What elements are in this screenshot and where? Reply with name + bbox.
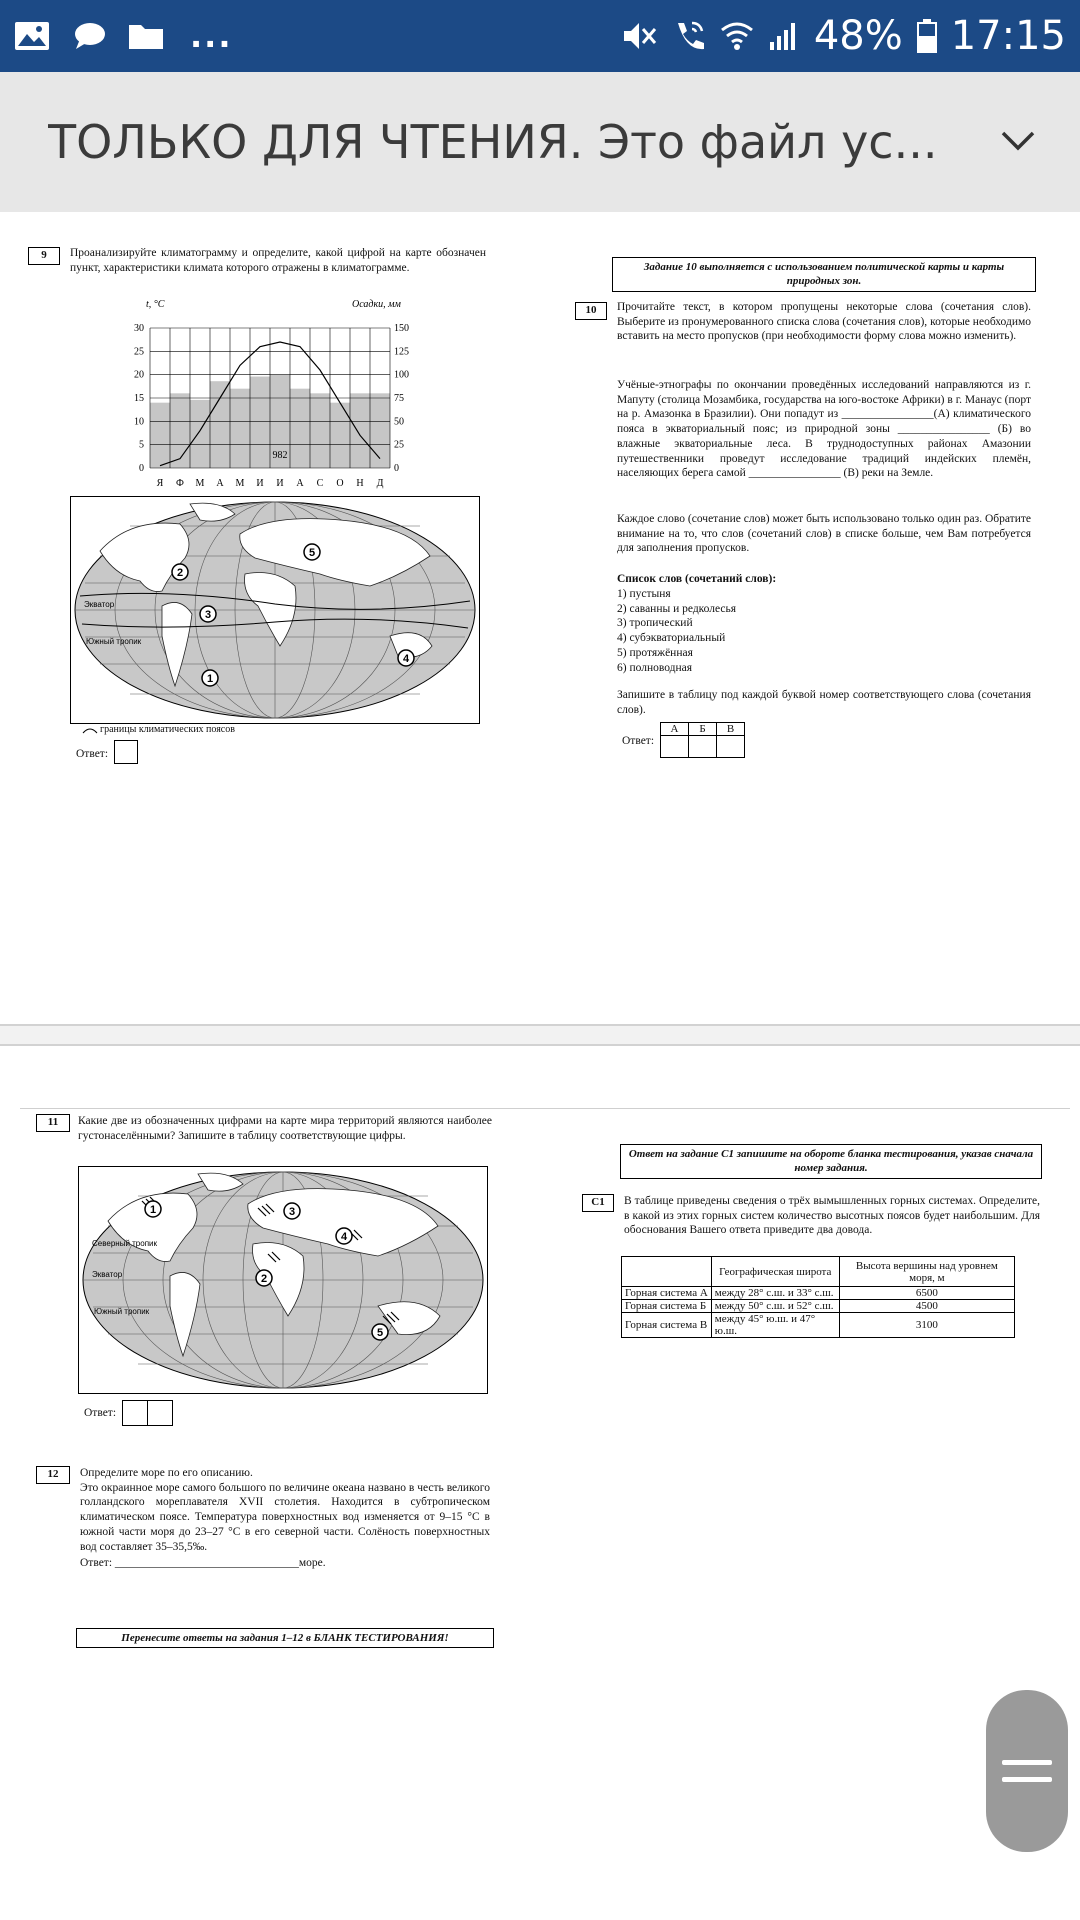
right-tick-label: 50 (394, 416, 404, 428)
signal-icon (768, 20, 800, 52)
precip-bar (370, 393, 390, 468)
q11-answer-cell-2[interactable] (147, 1400, 173, 1426)
battery-icon (917, 19, 937, 53)
transfer-note: Перенесите ответы на задания 1–12 в БЛАНК ТЕСТИРОВАНИЯ! (76, 1628, 494, 1648)
left-tick-label: 5 (139, 439, 144, 451)
question-12-text: Определите море по его описанию. Это окраинное море самого большого по величине океана названо в честь великого голландского мореплавателя XVII столетия. Находится в субтропическом климатическом поясе. Температура поверхностных вод изменяется от 9–15 °С в южной части моря до 23–27 °С в его северной части. Солёность поверхностных вод составляет 35–35,5‰. (80, 1467, 490, 1553)
table-cell: Горная система Б (622, 1300, 712, 1313)
question-number-11: 11 (36, 1114, 70, 1132)
table-row (622, 1287, 1015, 1300)
svg-text:3: 3 (288, 1206, 296, 1218)
map2-marker-2 (256, 1270, 272, 1286)
fast-scroll-handle[interactable] (986, 1690, 1068, 1852)
c1-frame-note: Ответ на задание С1 запишите на обороте бланка тестирования, указав сначала номер задания. (620, 1144, 1042, 1179)
svg-text:5: 5 (376, 1327, 384, 1339)
chevron-down-icon[interactable] (1000, 130, 1036, 152)
world-map-climate (70, 496, 480, 724)
q10-col-b: Б (689, 723, 717, 736)
table-instruction: Запишите в таблицу под каждой буквой номер соответствующего слова (сочетания слов). (617, 689, 1031, 716)
question-9-text: Проанализируйте климатограмму и определите, какой цифрой на карте обозначен пункт, характеристики климата которого отражены в климатограмме. (70, 247, 486, 274)
map2-marker-3 (284, 1203, 300, 1219)
wifi-call-icon (672, 19, 706, 53)
mute-icon (622, 19, 658, 53)
document-page-2 (0, 1046, 1080, 1920)
climate-border-legend-icon (82, 726, 98, 734)
climatogram-precip-label: Осадки, мм (352, 299, 401, 310)
right-tick-label: 0 (394, 463, 399, 474)
word-list-item: 2) саванны и редколесья (617, 602, 737, 615)
table-cell: 4500 (839, 1300, 1014, 1313)
left-tick-label: 10 (134, 416, 144, 428)
app-header (0, 72, 1080, 212)
precip-bar (170, 393, 190, 468)
month-label: Ф (176, 478, 184, 489)
q10-frame-note: Задание 10 выполняется с использованием политической карты и карты природных зон. (612, 257, 1036, 292)
wifi-icon (720, 20, 754, 52)
annual-precip-label: 982 (272, 450, 288, 461)
precip-bar (210, 381, 230, 468)
gallery-icon (14, 21, 50, 51)
precip-bar (330, 403, 350, 468)
question-10-rule: Каждое слово (сочетание слов) может быть использовано только один раз. Обратите внимание на то, что слов (сочетаний слов) в списке больше, чем Вам потребуется для заполнения пропусков. (617, 513, 1031, 555)
table-header-cell: Высота вершины над уровнем моря, м (839, 1257, 1014, 1287)
word-list (617, 587, 736, 675)
q10-answer-cell-c[interactable] (717, 736, 745, 758)
word-list-item: 6) полноводная (617, 661, 693, 674)
map2-tropic-south-label: Южный тропик (94, 1307, 150, 1316)
right-tick-label: 150 (394, 323, 409, 334)
question-number-10: 10 (575, 302, 607, 320)
right-tick-label: 100 (394, 369, 409, 381)
q10-answer-label: Ответ: (622, 735, 655, 747)
left-tick-label: 15 (134, 393, 144, 404)
svg-text:2: 2 (176, 567, 184, 579)
table-cell: 6500 (839, 1287, 1014, 1300)
month-label: И (276, 478, 284, 489)
map2-equator-label: Экватор (92, 1270, 123, 1279)
right-tick-label: 125 (394, 346, 409, 358)
svg-text:4: 4 (340, 1231, 348, 1243)
climatogram-chart (120, 298, 420, 498)
q10-answer-cell-a[interactable] (661, 736, 689, 758)
table-cell: между 50° с.ш. и 52° с.ш. (711, 1300, 839, 1313)
scroll-handle-line (1002, 1777, 1052, 1782)
month-label: Н (356, 478, 364, 489)
map2-marker-4 (336, 1228, 352, 1244)
table-row (622, 1313, 1015, 1338)
right-tick-label: 75 (394, 393, 404, 404)
svg-text:4: 4 (402, 653, 410, 665)
question-number-9: 9 (28, 247, 60, 265)
map1-equator-label: Экватор (84, 600, 115, 609)
month-label: С (316, 478, 324, 489)
table-cell: между 45° ю.ш. и 47° ю.ш. (711, 1313, 839, 1338)
chat-icon (72, 21, 106, 51)
precip-bar (310, 393, 330, 468)
mountain-systems-table (621, 1256, 1015, 1338)
map2-marker-5 (372, 1324, 388, 1340)
scroll-handle-line (1002, 1760, 1052, 1765)
question-number-12: 12 (36, 1466, 70, 1484)
q10-answer-cell-b[interactable] (689, 736, 717, 758)
left-tick-label: 30 (134, 323, 144, 334)
question-c1-text: В таблице приведены сведения о трёх вымышленных горных системах. Определите, в какой из этих горных систем количество высотных поясов будет наибольшим. Для обоснования Вашего ответа приведите два довода. (624, 1195, 1040, 1237)
page-top-rule (20, 1108, 1070, 1109)
left-tick-label: 20 (134, 369, 144, 381)
table-row (622, 1300, 1015, 1313)
q10-col-a: А (661, 723, 689, 736)
precip-bar (250, 377, 270, 468)
q9-answer-label: Ответ: (76, 748, 109, 760)
question-11-text: Какие две из обозначенных цифрами на карте мира территорий являются наиболее густонаселёнными? Запишите в таблицу соответствующие цифры. (78, 1115, 492, 1142)
word-list-item: 4) субэкваториальный (617, 632, 726, 645)
word-list-item: 1) пустыня (617, 588, 671, 600)
svg-text:5: 5 (308, 547, 316, 559)
folder-icon (128, 21, 164, 51)
month-label: М (195, 478, 205, 489)
q11-answer-cell-1[interactable] (122, 1400, 148, 1426)
map1-marker-5 (304, 544, 320, 560)
map1-tropic-label: Южный тропик (86, 637, 142, 646)
map1-marker-4 (398, 650, 414, 666)
table-header-cell (622, 1257, 712, 1287)
svg-text:1: 1 (149, 1204, 157, 1216)
map2-marker-1 (145, 1201, 161, 1217)
word-list-item: 3) тропический (617, 617, 693, 630)
word-list-item: 5) протяжённая (617, 646, 693, 659)
left-tick-label: 0 (139, 463, 144, 474)
question-number-c1: С1 (582, 1194, 614, 1212)
table-cell: между 28° с.ш. и 33° с.ш. (711, 1287, 839, 1300)
map2-tropic-north-label: Северный тропик (92, 1239, 158, 1248)
more-notifications: ... (190, 17, 233, 55)
table-header-cell: Географическая широта (711, 1257, 839, 1287)
precip-bar (350, 393, 370, 468)
battery-percent: 48% (813, 13, 903, 59)
map1-marker-2 (172, 564, 188, 580)
left-tick-label: 25 (134, 346, 144, 358)
month-label: Д (376, 478, 384, 489)
svg-text:2: 2 (260, 1273, 268, 1285)
question-10-passage: Учёные-этнографы по окончании проведённых исследований направляются из г. Мапуту (столица Мозамбика, государства на юго-востоке Африки) в г. Манаус (порт на р. Амазонка в Бразилии). Они попадут из ________________(А) климатического пояса в экваториальный пояс; из природной зоны ________________ (Б) во влажные экваториальные леса. В труднодоступных районах Амазонии путешественники проведут исследование традиций индейских племён, населяющих берега самой ________________ (В) реки на Земле. (617, 379, 1031, 480)
q10-col-c: В (717, 723, 745, 736)
precip-bar (290, 389, 310, 468)
table-cell: 3100 (839, 1313, 1014, 1338)
table-cell: Горная система В (622, 1313, 712, 1338)
map1-marker-1 (202, 670, 218, 686)
q9-answer-box[interactable] (114, 740, 138, 764)
question-10-intro: Прочитайте текст, в котором пропущены некоторые слова (сочетания слов). Выберите из пронумерованного списка слова (сочетания слов), которые необходимо вставить на место пропусков (при необходимости форму слова можно изменить). (617, 301, 1031, 343)
month-label: О (336, 478, 344, 489)
month-label: И (256, 478, 264, 489)
word-list-title: Список слов (сочетаний слов): (617, 573, 777, 585)
world-map-population (78, 1166, 488, 1394)
q12-answer-line: Ответ: ________________________________море. (80, 1557, 326, 1569)
svg-text:3: 3 (204, 609, 212, 621)
precip-bar (150, 403, 170, 468)
precip-bar (190, 400, 210, 468)
q11-answer-label: Ответ: (84, 1407, 117, 1419)
q10-answer-table (660, 722, 745, 758)
page-separator (0, 1024, 1080, 1046)
clock: 17:15 (950, 13, 1066, 59)
svg-text:1: 1 (206, 673, 214, 685)
month-label: Я (156, 478, 164, 489)
climatogram-t-label: t, °C (146, 299, 165, 310)
document-page-1 (0, 212, 1080, 1024)
month-label: А (216, 478, 224, 489)
legend-label: границы климатических поясов (100, 724, 235, 735)
month-label: А (296, 478, 304, 489)
status-bar (0, 0, 1080, 72)
month-label: М (235, 478, 245, 489)
right-tick-label: 25 (394, 439, 404, 451)
document-title: ТОЛЬКО ДЛЯ ЧТЕНИЯ. Это файл ус... (48, 115, 938, 169)
table-cell: Горная система А (622, 1287, 712, 1300)
precip-bar (230, 389, 250, 468)
map1-marker-3 (200, 606, 216, 622)
